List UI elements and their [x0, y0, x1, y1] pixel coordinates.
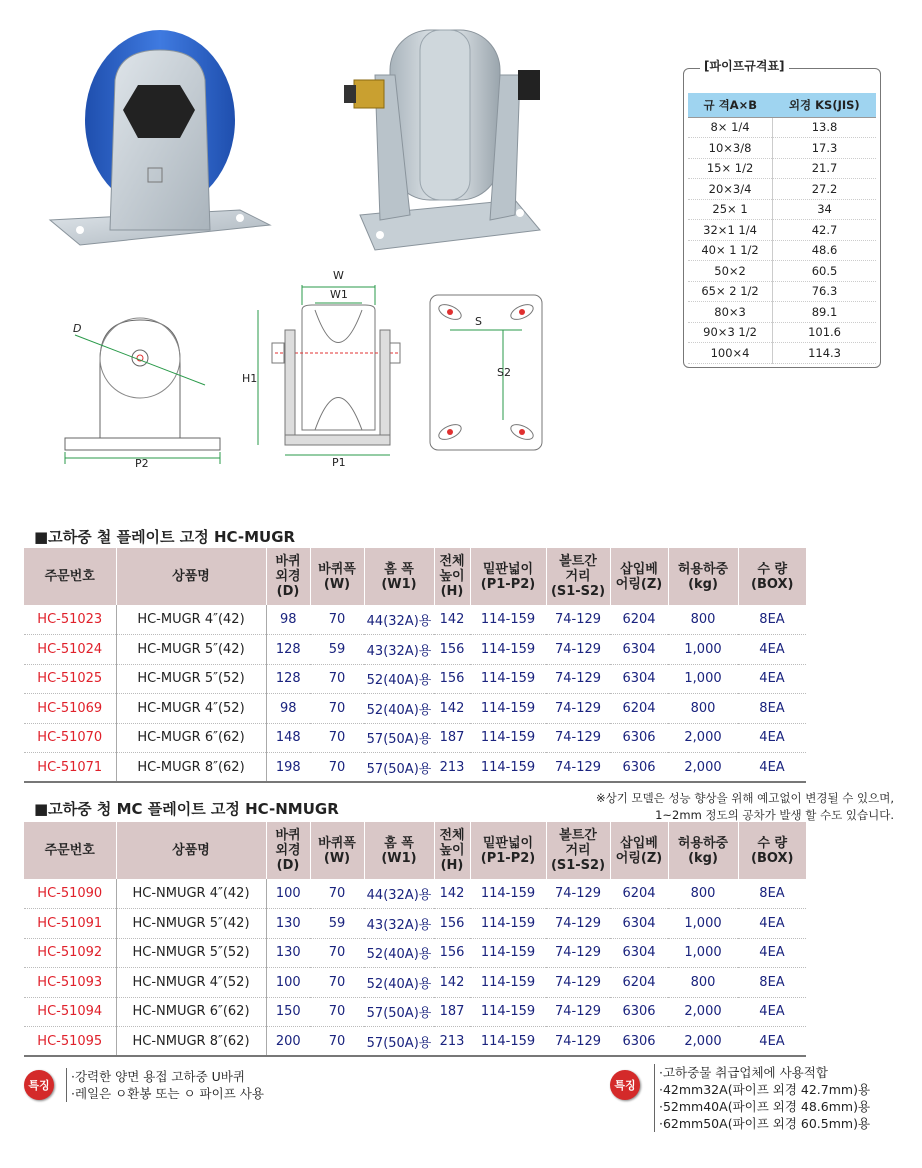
dimension-label-s: S — [475, 315, 482, 328]
spec-value-cell: 6304 — [610, 635, 668, 665]
spec-value-cell: 4EA — [738, 997, 806, 1027]
pipe-size-cell: 10×3/8 — [688, 138, 773, 159]
spec-value-cell: 52(40A)용 — [364, 938, 434, 968]
spec-value-cell: 150 — [266, 997, 310, 1027]
spec-value-cell: 98 — [266, 694, 310, 724]
column-header: 바퀴폭 (W) — [310, 822, 364, 879]
spec-value-cell: 156 — [434, 909, 470, 939]
spec-value-cell: 59 — [310, 635, 364, 665]
spec-value-cell: 4EA — [738, 723, 806, 753]
pipe-spec-row — [688, 343, 876, 364]
column-header: 주문번호 — [24, 822, 116, 879]
column-header: 바퀴폭 (W) — [310, 548, 364, 605]
column-header: 허용하중 (kg) — [668, 822, 738, 879]
spec-value-cell: 1,000 — [668, 635, 738, 665]
order-number-cell: HC-51090 — [24, 879, 116, 909]
pipe-spec-row — [688, 199, 876, 220]
spec-value-cell: 52(40A)용 — [364, 664, 434, 694]
spec-value-cell: 6306 — [610, 723, 668, 753]
spec-table-hc-nmugr — [24, 822, 806, 1057]
spec-value-cell: 70 — [310, 664, 364, 694]
order-number-cell: HC-51069 — [24, 694, 116, 724]
order-number-cell: HC-51024 — [24, 635, 116, 665]
pipe-size-cell: 40× 1 1/2 — [688, 240, 773, 261]
spec-value-cell: 74-129 — [546, 909, 610, 939]
feature-line: ·42mm32A(파이프 외경 42.7mm)용 — [659, 1082, 871, 1097]
spec-value-cell: 213 — [434, 753, 470, 783]
spec-value-cell: 98 — [266, 605, 310, 635]
section-title-hc-nmugr: ■고하중 청 MC 플레이트 고정 HC-NMUGR — [34, 800, 339, 818]
spec-value-cell: 1,000 — [668, 938, 738, 968]
spec-value-cell: 74-129 — [546, 879, 610, 909]
side-view-drawing — [55, 300, 240, 470]
front-view-drawing — [240, 265, 415, 470]
spec-value-cell: 74-129 — [546, 938, 610, 968]
spec-value-cell: 100 — [266, 879, 310, 909]
spec-value-cell: 6304 — [610, 664, 668, 694]
spec-value-cell: 74-129 — [546, 664, 610, 694]
feature-line: ·52mm40A(파이프 외경 48.6mm)용 — [659, 1099, 871, 1114]
spec-value-cell: 2,000 — [668, 1027, 738, 1057]
spec-value-cell: 156 — [434, 664, 470, 694]
pipe-size-cell: 100×4 — [688, 343, 773, 364]
column-header: 삽입베 어링(Z) — [610, 822, 668, 879]
spec-value-cell: 74-129 — [546, 723, 610, 753]
column-header: 상품명 — [116, 822, 266, 879]
spec-value-cell: 70 — [310, 753, 364, 783]
pipe-size-cell: 80×3 — [688, 302, 773, 323]
spec-value-cell: 6204 — [610, 879, 668, 909]
dimension-label-w1: W1 — [330, 288, 348, 301]
product-name-cell: HC-MUGR 4″(42) — [116, 605, 266, 635]
spec-value-cell: 57(50A)용 — [364, 1027, 434, 1057]
spec-value-cell: 142 — [434, 968, 470, 998]
column-header: 볼트간 거리 (S1-S2) — [546, 548, 610, 605]
column-header: 전체 높이 (H) — [434, 548, 470, 605]
spec-value-cell: 6306 — [610, 753, 668, 783]
order-number-cell: HC-51094 — [24, 997, 116, 1027]
spec-value-cell: 800 — [668, 694, 738, 724]
spec-value-cell: 6204 — [610, 968, 668, 998]
table-row — [24, 723, 806, 753]
spec-value-cell: 4EA — [738, 938, 806, 968]
pipe-spec-row — [688, 158, 876, 179]
order-number-cell: HC-51095 — [24, 1027, 116, 1057]
pipe-spec-row — [688, 117, 876, 138]
dimension-label-p1: P1 — [332, 456, 346, 469]
spec-value-cell: 4EA — [738, 1027, 806, 1057]
table-row — [24, 968, 806, 998]
spec-value-cell: 128 — [266, 664, 310, 694]
spec-value-cell: 2,000 — [668, 997, 738, 1027]
feature-line: ·62mm50A(파이프 외경 60.5mm)용 — [659, 1116, 871, 1131]
spec-value-cell: 74-129 — [546, 968, 610, 998]
pipe-od-cell: 27.2 — [773, 179, 876, 200]
spec-value-cell: 4EA — [738, 664, 806, 694]
spec-value-cell: 70 — [310, 1027, 364, 1057]
pipe-od-cell: 13.8 — [773, 117, 876, 138]
pipe-od-cell: 89.1 — [773, 302, 876, 323]
dimension-label-h1: H1 — [242, 372, 258, 385]
spec-value-cell: 800 — [668, 605, 738, 635]
pipe-size-cell: 25× 1 — [688, 199, 773, 220]
table-row — [24, 753, 806, 783]
spec-value-cell: 114-159 — [470, 664, 546, 694]
order-number-cell: HC-51025 — [24, 664, 116, 694]
spec-table-header-row — [24, 822, 806, 879]
product-name-cell: HC-NMUGR 5″(42) — [116, 909, 266, 939]
table-row — [24, 879, 806, 909]
pipe-od-cell: 21.7 — [773, 158, 876, 179]
product-name-cell: HC-NMUGR 8″(62) — [116, 1027, 266, 1057]
pipe-od-cell: 17.3 — [773, 138, 876, 159]
column-header: 홈 폭 (W1) — [364, 822, 434, 879]
column-header: 밑판넓이 (P1-P2) — [470, 548, 546, 605]
spec-value-cell: 114-159 — [470, 938, 546, 968]
spec-value-cell: 114-159 — [470, 723, 546, 753]
pipe-spec-table — [688, 93, 876, 364]
spec-value-cell: 114-159 — [470, 694, 546, 724]
pipe-od-cell: 76.3 — [773, 281, 876, 302]
column-header: 허용하중 (kg) — [668, 548, 738, 605]
pipe-size-cell: 8× 1/4 — [688, 117, 773, 138]
pipe-spec-row — [688, 240, 876, 261]
column-header: 수 량 (BOX) — [738, 548, 806, 605]
column-header: 수 량 (BOX) — [738, 822, 806, 879]
spec-value-cell: 52(40A)용 — [364, 968, 434, 998]
column-header: 주문번호 — [24, 548, 116, 605]
spec-value-cell: 70 — [310, 938, 364, 968]
pipe-size-cell: 20×3/4 — [688, 179, 773, 200]
spec-value-cell: 6204 — [610, 694, 668, 724]
spec-value-cell: 142 — [434, 879, 470, 909]
spec-value-cell: 114-159 — [470, 968, 546, 998]
feature-line: ·레일은 ㅇ환봉 또는 ㅇ 파이프 사용 — [71, 1086, 264, 1101]
spec-value-cell: 1,000 — [668, 664, 738, 694]
product-name-cell: HC-NMUGR 5″(52) — [116, 938, 266, 968]
dimension-label-p2: P2 — [135, 457, 149, 470]
spec-value-cell: 70 — [310, 968, 364, 998]
order-number-cell: HC-51023 — [24, 605, 116, 635]
spec-value-cell: 142 — [434, 694, 470, 724]
disclaimer-note — [596, 790, 894, 824]
spec-value-cell: 74-129 — [546, 753, 610, 783]
spec-value-cell: 2,000 — [668, 723, 738, 753]
spec-value-cell: 74-129 — [546, 694, 610, 724]
table-row — [24, 635, 806, 665]
pipe-size-cell: 50×2 — [688, 261, 773, 282]
product-name-cell: HC-MUGR 6″(62) — [116, 723, 266, 753]
product-name-cell: HC-MUGR 8″(62) — [116, 753, 266, 783]
dimension-label-s2: S2 — [497, 366, 511, 379]
spec-value-cell: 800 — [668, 879, 738, 909]
dimension-label-d: D — [73, 322, 82, 335]
spec-value-cell: 6306 — [610, 997, 668, 1027]
spec-value-cell: 148 — [266, 723, 310, 753]
spec-value-cell: 114-159 — [470, 605, 546, 635]
caster-photo-blue-wheel — [40, 20, 280, 260]
spec-value-cell: 52(40A)용 — [364, 694, 434, 724]
spec-value-cell: 130 — [266, 938, 310, 968]
pipe-spec-header-size: 규 격A×B — [688, 93, 773, 117]
spec-value-cell: 156 — [434, 635, 470, 665]
pipe-od-cell: 42.7 — [773, 220, 876, 241]
pipe-spec-title: [파이프규격표] — [700, 57, 789, 74]
pipe-spec-row — [688, 281, 876, 302]
spec-value-cell: 4EA — [738, 909, 806, 939]
spec-value-cell: 6306 — [610, 1027, 668, 1057]
pipe-od-cell: 60.5 — [773, 261, 876, 282]
spec-value-cell: 114-159 — [470, 753, 546, 783]
product-name-cell: HC-MUGR 5″(42) — [116, 635, 266, 665]
pipe-od-cell: 101.6 — [773, 322, 876, 343]
column-header: 전체 높이 (H) — [434, 822, 470, 879]
spec-value-cell: 8EA — [738, 879, 806, 909]
spec-value-cell: 74-129 — [546, 605, 610, 635]
pipe-spec-row — [688, 302, 876, 323]
spec-value-cell: 44(32A)용 — [364, 879, 434, 909]
caster-photo-steel-u-wheel — [340, 15, 550, 255]
disclaimer-line-1: ※상기 모델은 성능 향상을 위해 예고없이 변경될 수 있으며, — [595, 791, 894, 805]
spec-value-cell: 43(32A)용 — [364, 909, 434, 939]
order-number-cell: HC-51091 — [24, 909, 116, 939]
spec-value-cell: 156 — [434, 938, 470, 968]
base-plate-drawing — [425, 290, 555, 455]
product-name-cell: HC-NMUGR 4″(52) — [116, 968, 266, 998]
spec-value-cell: 6304 — [610, 909, 668, 939]
order-number-cell: HC-51093 — [24, 968, 116, 998]
spec-value-cell: 57(50A)용 — [364, 997, 434, 1027]
feature-badge: 특징 — [24, 1070, 54, 1100]
spec-value-cell: 70 — [310, 879, 364, 909]
spec-value-cell: 70 — [310, 605, 364, 635]
product-name-cell: HC-MUGR 5″(52) — [116, 664, 266, 694]
spec-value-cell: 43(32A)용 — [364, 635, 434, 665]
pipe-spec-row — [688, 220, 876, 241]
spec-value-cell: 6204 — [610, 605, 668, 635]
pipe-od-cell: 34 — [773, 199, 876, 220]
spec-value-cell: 57(50A)용 — [364, 753, 434, 783]
spec-value-cell: 8EA — [738, 605, 806, 635]
spec-value-cell: 2,000 — [668, 753, 738, 783]
pipe-spec-row — [688, 261, 876, 282]
spec-value-cell: 142 — [434, 605, 470, 635]
column-header: 바퀴 외경 (D) — [266, 822, 310, 879]
column-header: 삽입베 어링(Z) — [610, 548, 668, 605]
spec-value-cell: 114-159 — [470, 997, 546, 1027]
spec-value-cell: 8EA — [738, 694, 806, 724]
spec-value-cell: 114-159 — [470, 909, 546, 939]
pipe-size-cell: 65× 2 1/2 — [688, 281, 773, 302]
feature-badge: 특징 — [610, 1070, 640, 1100]
table-row — [24, 1027, 806, 1057]
spec-value-cell: 74-129 — [546, 997, 610, 1027]
table-row — [24, 938, 806, 968]
spec-value-cell: 4EA — [738, 753, 806, 783]
pipe-spec-row — [688, 179, 876, 200]
feature-line: ·고하중물 취급업체에 사용적합 — [659, 1065, 828, 1080]
spec-value-cell: 114-159 — [470, 635, 546, 665]
pipe-od-cell: 114.3 — [773, 343, 876, 364]
spec-value-cell: 59 — [310, 909, 364, 939]
order-number-cell: HC-51092 — [24, 938, 116, 968]
spec-table-hc-mugr — [24, 548, 806, 783]
column-header: 볼트간 거리 (S1-S2) — [546, 822, 610, 879]
spec-value-cell: 74-129 — [546, 1027, 610, 1057]
spec-value-cell: 114-159 — [470, 879, 546, 909]
order-number-cell: HC-51071 — [24, 753, 116, 783]
dimension-label-w: W — [333, 269, 344, 282]
feature-list-left — [66, 1068, 264, 1102]
spec-value-cell: 57(50A)용 — [364, 723, 434, 753]
product-name-cell: HC-MUGR 4″(52) — [116, 694, 266, 724]
spec-value-cell: 70 — [310, 694, 364, 724]
table-row — [24, 909, 806, 939]
spec-table-header-row — [24, 548, 806, 605]
section-title-hc-mugr: ■고하중 철 플레이트 고정 HC-MUGR — [34, 528, 296, 546]
column-header: 홈 폭 (W1) — [364, 548, 434, 605]
spec-value-cell: 44(32A)용 — [364, 605, 434, 635]
spec-value-cell: 187 — [434, 997, 470, 1027]
pipe-size-cell: 90×3 1/2 — [688, 322, 773, 343]
pipe-spec-row — [688, 138, 876, 159]
order-number-cell: HC-51070 — [24, 723, 116, 753]
column-header: 상품명 — [116, 548, 266, 605]
spec-value-cell: 200 — [266, 1027, 310, 1057]
table-row — [24, 605, 806, 635]
column-header: 밑판넓이 (P1-P2) — [470, 822, 546, 879]
spec-value-cell: 6304 — [610, 938, 668, 968]
spec-value-cell: 100 — [266, 968, 310, 998]
product-name-cell: HC-NMUGR 4″(42) — [116, 879, 266, 909]
pipe-size-cell: 32×1 1/4 — [688, 220, 773, 241]
product-name-cell: HC-NMUGR 6″(62) — [116, 997, 266, 1027]
spec-value-cell: 128 — [266, 635, 310, 665]
spec-value-cell: 8EA — [738, 968, 806, 998]
disclaimer-line-2: 1~2mm 정도의 공차가 발생 할 수도 있습니다. — [655, 808, 894, 822]
spec-value-cell: 187 — [434, 723, 470, 753]
table-row — [24, 694, 806, 724]
spec-value-cell: 70 — [310, 997, 364, 1027]
spec-value-cell: 800 — [668, 968, 738, 998]
spec-value-cell: 1,000 — [668, 909, 738, 939]
spec-value-cell: 74-129 — [546, 635, 610, 665]
spec-value-cell: 213 — [434, 1027, 470, 1057]
pipe-spec-header-od: 외경 KS(JIS) — [773, 93, 876, 117]
spec-value-cell: 4EA — [738, 635, 806, 665]
spec-value-cell: 114-159 — [470, 1027, 546, 1057]
feature-list-right — [654, 1064, 870, 1132]
spec-value-cell: 198 — [266, 753, 310, 783]
table-row — [24, 997, 806, 1027]
pipe-spec-row — [688, 322, 876, 343]
pipe-size-cell: 15× 1/2 — [688, 158, 773, 179]
feature-line: ·강력한 양면 용접 고하중 U바퀴 — [71, 1069, 245, 1084]
spec-value-cell: 70 — [310, 723, 364, 753]
table-row — [24, 664, 806, 694]
spec-value-cell: 130 — [266, 909, 310, 939]
pipe-od-cell: 48.6 — [773, 240, 876, 261]
column-header: 바퀴 외경 (D) — [266, 548, 310, 605]
